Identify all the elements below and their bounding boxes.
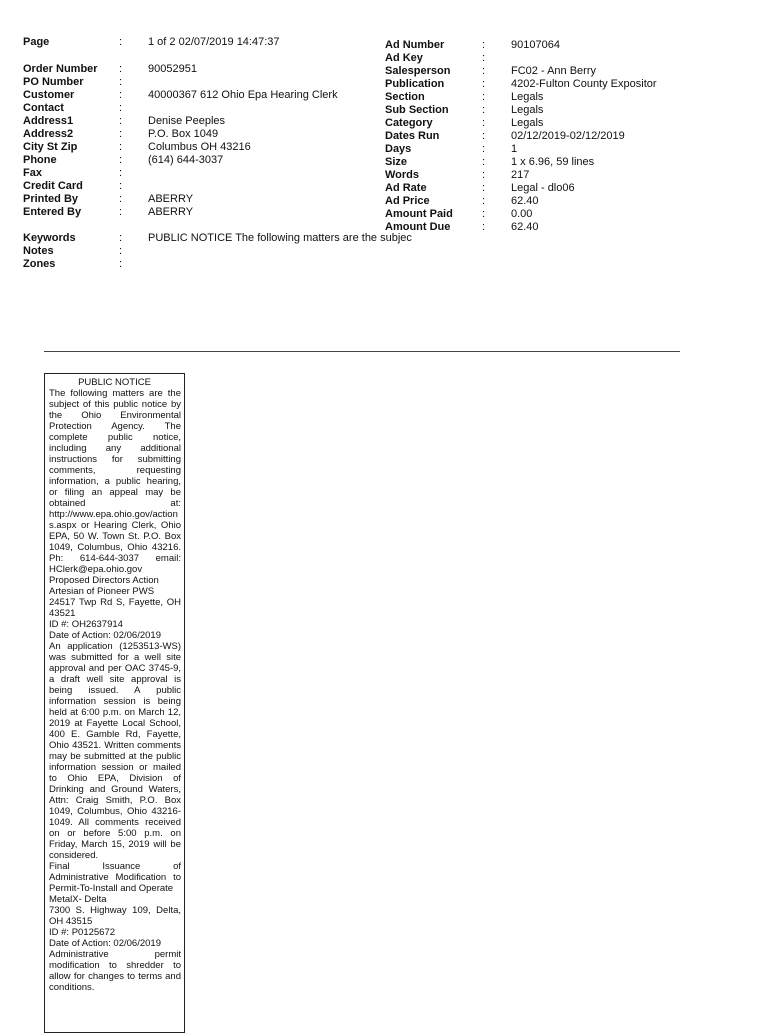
city-st-zip-value: Columbus OH 43216 (148, 141, 251, 153)
printed-by-value: ABERRY (148, 193, 194, 205)
entered-by-label: Entered By (23, 206, 82, 218)
amount-due-label: Amount Due (385, 221, 451, 233)
sub-section-value: Legals (511, 104, 544, 116)
ad-number-value: 90107064 (511, 39, 560, 51)
salesperson-value: FC02 - Ann Berry (511, 65, 596, 77)
notice-title: PUBLIC NOTICE (78, 377, 151, 388)
section-label: Section (385, 91, 425, 103)
notice-paragraph: The following matters are the subject of this public notice by the Ohio Environmental Protection Agency. The complete public notice, including any additional instructions for submitting comments, requesting information, a public hearing, or filing an appeal may be obtained at: http://www.epa.ohio.gov/actions.aspx or Hearing Clerk, Ohio EPA, 50 W. Town St. P.O. Box 1049, Columbus, Ohio 43216. Ph: 614-644-3037 email: HClerk@epa.ohio.gov (49, 388, 181, 575)
category-value: Legals (511, 117, 544, 129)
city-st-zip-label: City St Zip (23, 141, 78, 153)
page-value: 1 of 2 02/07/2019 14:47:37 (148, 36, 280, 48)
address2-label: Address2 (23, 128, 74, 140)
notice-paragraph: Date of Action: 02/06/2019 (49, 630, 161, 641)
ad-price-value: 62.40 (511, 195, 539, 207)
notice-paragraph: MetalX- Delta (49, 894, 107, 905)
notice-paragraph: Artesian of Pioneer PWS (49, 586, 155, 597)
ad-number-label: Ad Number (385, 39, 445, 51)
amount-due-value: 62.40 (511, 221, 539, 233)
notice-paragraph: Proposed Directors Action (49, 575, 159, 586)
notice-paragraph: Administrative permit modification to shredder to allow for changes to terms and conditions. (49, 949, 181, 993)
ad-price-label: Ad Price (385, 195, 430, 207)
printed-by-label: Printed By (23, 193, 79, 205)
address1-value: Denise Peeples (148, 115, 226, 127)
words-value: 217 (511, 169, 530, 181)
address2-value: P.O. Box 1049 (148, 128, 219, 140)
public-notice-box (44, 373, 185, 1033)
size-label: Size (385, 156, 408, 168)
customer-value: 40000367 612 Ohio Epa Hearing Clerk (148, 89, 338, 101)
amount-paid-label: Amount Paid (385, 208, 453, 220)
amount-paid-value: 0.00 (511, 208, 533, 220)
address1-label: Address1 (23, 115, 74, 127)
credit-card-label: Credit Card (23, 180, 83, 192)
size-value: 1 x 6.96, 59 lines (511, 156, 595, 168)
fax-label: Fax (23, 167, 42, 179)
words-label: Words (385, 169, 420, 181)
contact-label: Contact (23, 102, 64, 114)
keywords-value: PUBLIC NOTICE The following matters are the subjec (148, 232, 412, 244)
dates-run-value: 02/12/2019-02/12/2019 (511, 130, 625, 142)
phone-value: (614) 644-3037 (148, 154, 224, 166)
keywords-label: Keywords (23, 232, 76, 244)
salesperson-label: Salesperson (385, 65, 451, 77)
category-label: Category (385, 117, 433, 129)
page-label: Page (23, 36, 50, 48)
days-label: Days (385, 143, 412, 155)
entered-by-value: ABERRY (148, 206, 194, 218)
notice-paragraph: ID #: P0125672 (49, 927, 116, 938)
notes-label: Notes (23, 245, 54, 257)
customer-label: Customer (23, 89, 75, 101)
notice-paragraph: Final Issuance of Administrative Modification to Permit-To-Install and Operate (49, 861, 181, 894)
days-value: 1 (511, 143, 518, 155)
phone-label: Phone (23, 154, 57, 166)
publication-label: Publication (385, 78, 445, 90)
order-number-value: 90052951 (148, 63, 197, 75)
section-value: Legals (511, 91, 544, 103)
ad-rate-value: Legal - dlo06 (511, 182, 575, 194)
notice-paragraph: Date of Action: 02/06/2019 (49, 938, 161, 949)
ad-key-label: Ad Key (385, 52, 423, 64)
publication-value: 4202-Fulton County Expositor (511, 78, 657, 90)
ad-rate-label: Ad Rate (385, 182, 427, 194)
notice-paragraph: An application (1253513-WS) was submitted for a well site approval and per OAC 3745-9, a draft well site approval is being issued. A public information session is being held at 6:00 p.m. on March 12, 2019 at Fayette Local School, 400 E. Gamble Rd, Fayette, Ohio 43521. Written comments may be submitted at the public information session or mailed to Ohio EPA, Division of Drinking and Ground Waters, Attn: Craig Smith, P.O. Box 1049, Columbus, Ohio 43216-1049. All comments received on or before 5:00 p.m. on Friday, March 15, 2019 will be considered. (49, 641, 181, 861)
section-divider (44, 351, 680, 352)
po-number-label: PO Number (23, 76, 84, 88)
notice-body (45, 388, 184, 993)
order-number-label: Order Number (23, 63, 98, 75)
dates-run-label: Dates Run (385, 130, 440, 142)
notice-paragraph: ID #: OH2637914 (49, 619, 123, 630)
notice-paragraph: 24517 Twp Rd S, Fayette, OH 43521 (49, 597, 181, 619)
zones-label: Zones (23, 258, 56, 270)
notice-paragraph: 7300 S. Highway 109, Delta, OH 43515 (49, 905, 181, 927)
sub-section-label: Sub Section (385, 104, 449, 116)
